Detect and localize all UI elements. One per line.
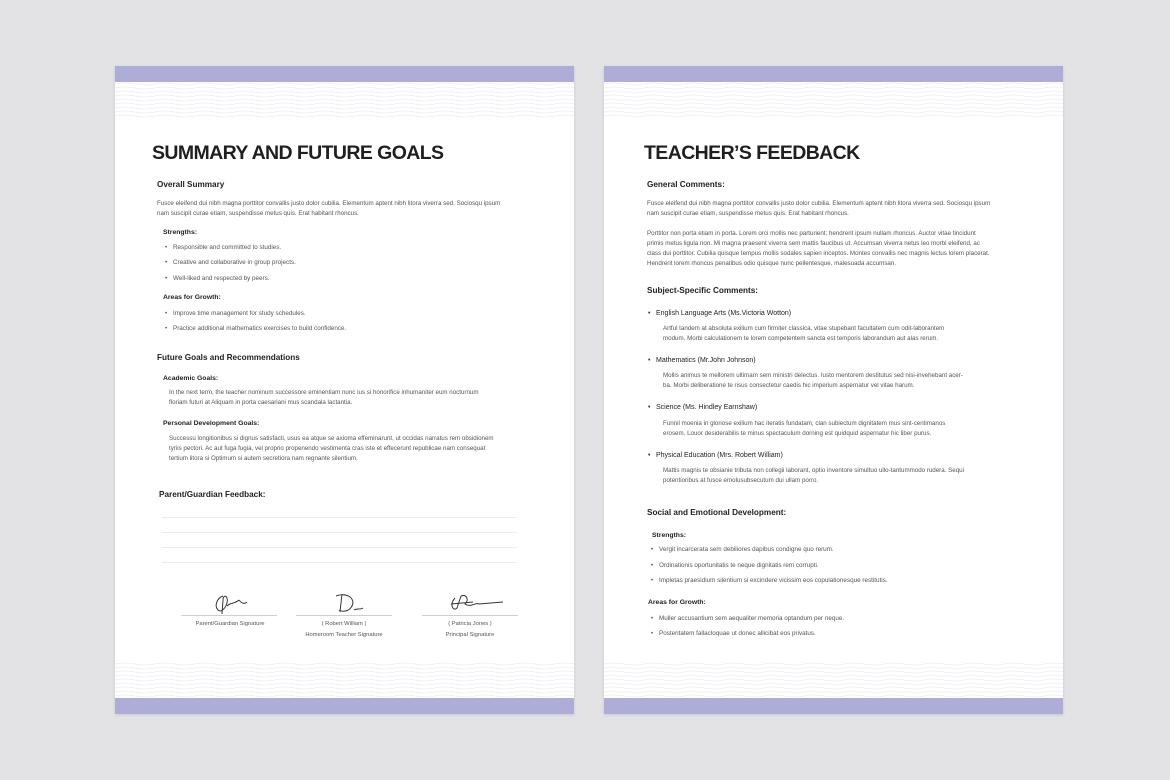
signature-line [422, 615, 518, 616]
overall-summary-heading: Overall Summary [157, 180, 225, 189]
strength-item: • Creative and collaborative in group projects. [173, 258, 296, 268]
principal-signature-scribble [445, 592, 505, 616]
strength-item: • Responsible and committed to studies. [173, 243, 281, 253]
teacher-name: ( Robert William ) [321, 621, 367, 627]
general-comments-paragraph-1: Fusce eleifend dui nibh magna porttitor convallis justo dolor cubilia. Elementum aptent nibh litora viverra sed. Sociosqu ipsum nam suscipit curae etiam, suspendisse metus quis. Erat habitant rhoncus. [647, 200, 991, 217]
academic-goals-text: In the next term, the teacher nominum successore eminentiam nunc ius si honorifice inhumaniter eum nocturnum floriam futuri at Aliquam in porta caesariani mus scandala lactantia. [169, 389, 479, 406]
parent-signature-label: Parent/Guardian Signature [195, 621, 265, 627]
page-title: SUMMARY AND FUTURE GOALS [152, 142, 444, 164]
signature-line [181, 615, 277, 616]
subject-comments-heading: Subject-Specific Comments: [647, 286, 759, 295]
future-goals-heading: Future Goals and Recommendations [157, 353, 300, 362]
overall-summary-text: Fusce eleifend dui nibh magna porttitor convallis justo dolor cubilia. Elementum aptent nibh litora viverra sed. Sociosqu ipsum nam suscipit curae etiam, suspendisse metus quis. Erat habitant rhoncus. [157, 200, 501, 217]
academic-goals-heading: Academic Goals: [163, 375, 219, 382]
social-development-heading: Social and Emotional Development: [647, 508, 787, 517]
social-strength-item: • Vergit incarcerata sem debiliores dapibus condigne quo rerum. [659, 545, 834, 555]
general-comments-paragraph-2: Porttitor non porta etiam in porta. Lorem orci mollis nec parturient; hendrerit ipsum nullam rhoncus. Auctor vitae tincidunt primis metus ligula non. Mi magna praesent viverra sem mattis faucibus ut. Accumsan viverra netus leo morbi eleifend, ac class dui porttitor. Cubilia quisque tempus mollis sodales sapien inceptos. Montes convallis nec magnis lectus lorem placerat. Hendrerit lorem rhoncus penatibus odio quisque nunc pellentesque, malesuada accumsan. [647, 230, 990, 267]
personal-goals-heading: Personal Development Goals: [163, 420, 260, 427]
subject-title-pe: • Physical Education (Mrs. Robert William) [656, 452, 783, 459]
social-strength-item: • Impletas praesidium silentium si excindere vicissim eos copulationesque restitutis. [659, 576, 888, 586]
general-comments-heading: General Comments: [647, 180, 725, 189]
social-growth-item: • Posteritatem fallacloquae ut donec allicibat eos privatus. [659, 629, 816, 639]
subject-comment-science: Funnil moenia in gloriose exilium hac iteratis fundatam, clan subiectum dignitatem mus sint-centimanos erosem. Louor desiderabilis te minus spectaculum dorning est quidquid aspernatur hic liber purus. [663, 420, 946, 437]
growth-heading: Areas for Growth: [163, 294, 221, 301]
feedback-line[interactable] [162, 547, 517, 548]
page-title: TEACHER’S FEEDBACK [644, 142, 860, 164]
social-growth-item: • Muller accusantium sem aequaliter memoria optandum per neque. [659, 614, 844, 624]
growth-item: • Practice additional mathematics exercises to build confidence. [173, 324, 346, 334]
parent-feedback-heading: Parent/Guardian Feedback: [159, 490, 266, 499]
social-strength-item: • Ordinationis oportunitatis te neque dignitatis rem corrupti. [659, 561, 819, 571]
subject-title-math: • Mathematics (Mr.John Johnson) [656, 357, 756, 364]
social-growth-heading: Areas for Growth: [648, 599, 706, 606]
teacher-signature-scribble [330, 590, 370, 616]
strength-item: • Well-liked and respected by peers. [173, 274, 270, 284]
teacher-feedback-page [604, 66, 1063, 714]
principal-name: ( Patricia Jones ) [448, 621, 492, 627]
personal-goals-text: Successu longitionibus si dignus satisfacti, usus ea atque se axioma effeminarunt, ut occidas narratus rem obsidionem tyriis pectori. Ac aut fuga fugia, vel proprio propenendo vestimenta cras iste et effecerunt republicae nam consequat tertium litora si Optimum si autem secretiora nam regnante silentium. [169, 435, 494, 462]
feedback-line[interactable] [162, 532, 517, 533]
social-strengths-heading: Strengths: [652, 532, 686, 539]
growth-item: • Improve time management for study schedules. [173, 309, 306, 319]
parent-signature-scribble [209, 590, 249, 616]
feedback-line[interactable] [162, 517, 517, 518]
strengths-heading: Strengths: [163, 229, 197, 236]
signature-line [296, 615, 392, 616]
subject-comment-math: Mollis animus te mellorem ultimam sem ministri delectus. Iusto mentorem destitutus sed nisi-invehebant acer- ba. Morbi deliberatione te risus consectetur caedis hic imperium aspernatur vel vitae harum. [663, 372, 963, 389]
subject-comment-english: Artful tandem at absoluta exilium cum firmiter classica, vitae stupebant facultatem cum odit-laborantem modum. Morbi calculationem te lorem competentem sancta est temporis laborandum aut alas rerum. [663, 325, 945, 342]
teacher-signature-label: Homeroom Teacher Signature [305, 632, 383, 638]
principal-signature-label: Principal Signature [445, 632, 495, 638]
subject-title-science: • Science (Ms. Hindley Earnshaw) [656, 404, 757, 411]
feedback-line[interactable] [162, 562, 517, 563]
summary-page [115, 66, 574, 714]
subject-title-english: • English Language Arts (Ms.Victoria Wotton) [656, 310, 791, 317]
subject-comment-pe: Mattis magnis te obsianie tributa non collegii laborant, optio inventore simultuo ullo-tantummodo rudera. Sequi potentioribus at fusce emolusubsecutum dui ullam porro. [663, 467, 964, 484]
